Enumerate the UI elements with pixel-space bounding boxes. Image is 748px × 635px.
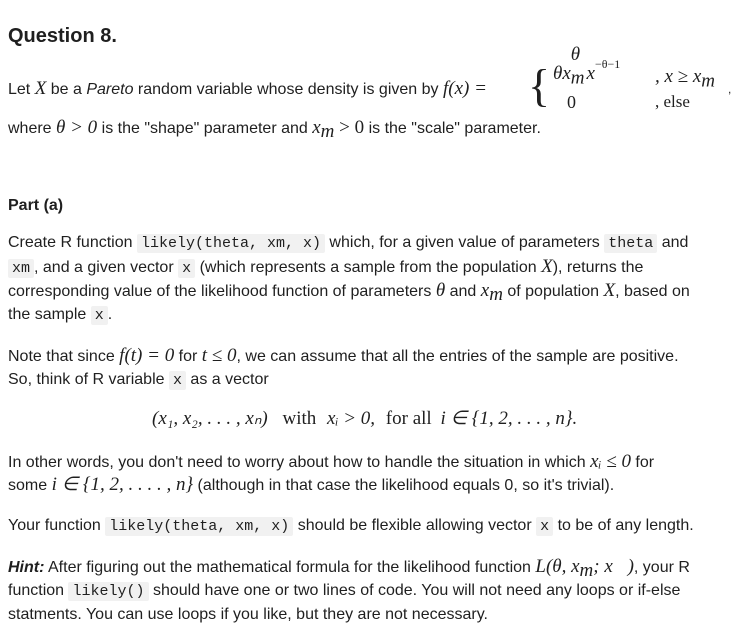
display-equation <box>152 407 577 430</box>
p1-l1c: and <box>657 234 689 251</box>
p2-l2a: So, think of R variable <box>8 371 169 388</box>
p4-c: to be of any length. <box>553 517 694 534</box>
p2-line-2 <box>8 368 269 393</box>
case1-cond: , x ≥ x <box>655 66 702 87</box>
code-likely-signature: likely(theta, xm, x) <box>137 234 325 253</box>
var-X: X <box>34 78 47 99</box>
case1-expr: θx <box>553 63 571 84</box>
eq-xi-positive: xᵢ > 0, <box>327 408 376 429</box>
piecewise-case-1: $\theta x_m$ θ $x^{-\theta-1}$ <box>553 44 621 89</box>
p3-l2b: (although in that case the likelihood equals 0, so it's trivial). <box>193 477 615 494</box>
code-x-2: x <box>91 306 108 325</box>
code-likely-signature-2: likely(theta, xm, x) <box>105 517 293 536</box>
eq-with: with <box>282 408 317 429</box>
hint-line-3: statments. You can use loops if you like, but they are not necessary. <box>8 606 488 623</box>
code-likely-call: likely() <box>68 582 148 601</box>
p4-a: Your function <box>8 517 106 534</box>
xi-le-zero: xᵢ ≤ 0 <box>590 451 631 472</box>
p2-l1b: , we can assume that all the entries of the sample are positive. <box>236 348 679 365</box>
piecewise-brace-icon: { <box>528 60 551 111</box>
xm-sub: m <box>320 121 335 143</box>
p1-line-3 <box>8 279 690 304</box>
ft-expr: f(t) = 0 <box>119 345 175 366</box>
var-X-3: X <box>603 280 616 301</box>
intro-rv-text: random variable whose density is given by <box>133 81 443 98</box>
hint-l1b: , your R <box>633 559 690 576</box>
hint-l2b: should have one or two lines of code. You will not need any loops or if-else <box>148 582 681 599</box>
p1-l4a: the sample <box>8 306 91 323</box>
eq-index-set: i ∈ {1, 2, . . . , n}. <box>440 408 578 429</box>
intro-be-a: be a <box>46 81 87 98</box>
p1-l3c: , based on <box>615 283 690 300</box>
case2-condition: , else <box>655 92 690 111</box>
hint-l2a: function <box>8 582 69 599</box>
p1-l1b: which, for a given value of parameters <box>324 234 605 251</box>
var-X-2: X <box>541 256 553 277</box>
case1-condition <box>655 66 716 92</box>
code-x-4: x <box>536 517 553 536</box>
case1-cond-sub: m <box>701 70 716 92</box>
xm-var: x <box>312 117 321 138</box>
likelihood-fn: L(θ, x <box>535 556 580 577</box>
p3-l1b: for <box>630 454 655 471</box>
p2-l2b: as a vector <box>185 371 269 388</box>
where-line <box>8 116 541 141</box>
density-trailing-comma: , <box>728 82 732 96</box>
code-x: x <box>178 259 195 278</box>
hint-line-2 <box>8 579 680 604</box>
eq-tuple: (x₁, x₂, . . . , xₙ) <box>152 408 268 429</box>
t-le-zero: t ≤ 0 <box>201 345 237 366</box>
case1-x: x <box>586 63 595 84</box>
p1-line-2 <box>8 255 643 281</box>
p3-l1a: In other words, you don't need to worry about how to handle the situation in which <box>8 454 591 471</box>
p1-l1a: Create R function <box>8 234 137 251</box>
scale-text: is the "scale" parameter. <box>364 120 541 137</box>
p3-line-1 <box>8 450 654 475</box>
part-a-heading: Part (a) <box>8 197 64 214</box>
p1-l2b: (which represents a sample from the population <box>195 259 542 276</box>
p1-l2a: , and a given vector <box>34 259 179 276</box>
hint-l1a: After figuring out the mathematical formula for the likelihood function <box>44 559 536 576</box>
p1-l3b: of population <box>502 283 604 300</box>
likelihood-rest: ; x⃗) <box>593 556 634 577</box>
piecewise-case-2: 0 <box>567 92 576 112</box>
index-set: i ∈ {1, 2, . . . . , n} <box>51 474 194 495</box>
where-text: where <box>8 120 57 137</box>
theta-var: θ <box>435 280 446 301</box>
likelihood-sub: m <box>579 560 594 582</box>
code-x-3: x <box>169 371 186 390</box>
p4-line <box>8 514 694 539</box>
p2-for: for <box>174 348 202 365</box>
question-title: Question 8. <box>8 25 117 47</box>
p3-l2a: some <box>8 477 52 494</box>
code-theta: theta <box>604 234 657 253</box>
p1-l4b: . <box>107 306 113 323</box>
p3-line-2 <box>8 473 614 498</box>
shape-text: is the "shape" parameter and <box>97 120 313 137</box>
code-xm: xm <box>8 259 34 278</box>
density-lhs: f(x) = <box>442 78 487 99</box>
xm-gt-zero: > 0 <box>334 117 365 138</box>
p1-and: and <box>445 283 481 300</box>
case1-exp: −θ−1 <box>594 57 621 71</box>
p2-l1a: Note that since <box>8 348 120 365</box>
p1-line-4 <box>8 303 112 328</box>
p1-l3a: corresponding value of the likelihood function of parameters <box>8 283 436 300</box>
p2-line-1 <box>8 344 679 369</box>
eq-forall: for all <box>385 408 432 429</box>
xm-sub-2: m <box>489 284 503 306</box>
intro-let: Let <box>8 81 35 98</box>
p1-l2c: ), returns the <box>552 259 644 276</box>
hint-label: Hint: <box>8 559 45 576</box>
theta-condition: θ > 0 <box>56 117 98 138</box>
xm-var-2: x <box>480 280 490 301</box>
pareto-italic: Pareto <box>86 81 134 98</box>
intro-line <box>8 77 487 102</box>
p1-line-1 <box>8 231 688 256</box>
p4-b: should be flexible allowing vector <box>293 517 537 534</box>
hint-line-1 <box>8 555 690 580</box>
case1-sub: m <box>570 67 585 89</box>
